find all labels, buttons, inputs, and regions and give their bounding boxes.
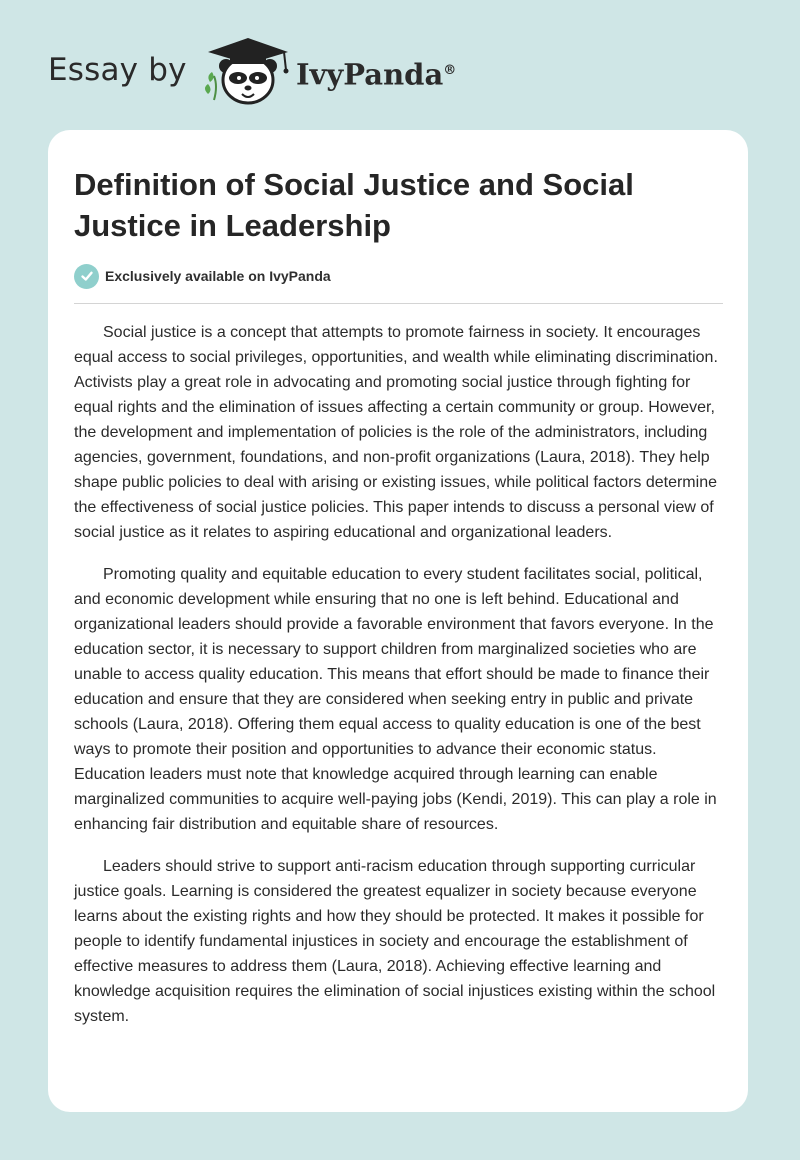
registered-mark: ® — [443, 63, 457, 78]
panda-graduate-icon[interactable] — [202, 36, 294, 110]
exclusive-badge — [74, 263, 331, 289]
paragraph-1: Social justice is a concept that attempts to promote fairness in society. It encourages equal access to social privileges, opportunities, and wealth while eliminating discrimination. Activists play a great role in advocating and promoting social justice through fighting for equal rights and the elimination of issues affecting a certain community or group. However, the development and implementation of policies is the role of the administrators, including agencies, government, foundations, and non-profit organizations (Laura, 2018). They help shape public policies to deal with arising or existing issues, while political factors determine the effectiveness of social justice policies. This paper intends to discuss a personal view of social justice as it relates to aspiring educational and organizational leaders. — [74, 324, 718, 541]
exclusive-badge-text: Exclusively available on IvyPanda — [105, 268, 331, 284]
checkmark-icon — [74, 264, 99, 289]
article-body — [74, 320, 724, 1046]
paragraph-2: Promoting quality and equitable education to every student facilitates social, political, and economic development while ensuring that no one is left behind. Educational and organizational leaders should provide a favorable environment that favors everyone. In the education sector, it is necessary to support children from marginalized societies who are unable to access quality education. This means that effort should be made to finance their education and ensure that they are considered when seeking entry in public and private schools (Laura, 2018). Offering them equal access to quality education is one of the best ways to promote their position and opportunities to advance their economic status. Education leaders must note that knowledge acquired through learning can enable marginalized communities to acquire well-paying jobs (Kendi, 2019). This can play a role in enhancing fair distribution and equitable share of resources. — [74, 566, 717, 833]
brand-name-text: IvyPanda — [296, 57, 444, 92]
ivypanda-wordmark[interactable] — [296, 52, 456, 94]
paragraph-3: Leaders should strive to support anti-racism education through supporting curricular justice goals. Learning is considered the greatest equalizer in society because everyone learns about the existing rights and how they should be protected. It makes it possible for people to identify fundamental injustices in society and encourage the establishment of effective measures to address them (Laura, 2018). Achieving effective learning and knowledge acquisition requires the elimination of social injustices existing within the school system. — [74, 858, 716, 1025]
page-title: Definition of Social Justice and Social Justice in Leadership — [74, 167, 634, 243]
site-header — [0, 0, 800, 130]
essay-by-label: Essay by — [48, 52, 187, 88]
article-card — [48, 130, 748, 1112]
title-divider — [74, 303, 723, 304]
